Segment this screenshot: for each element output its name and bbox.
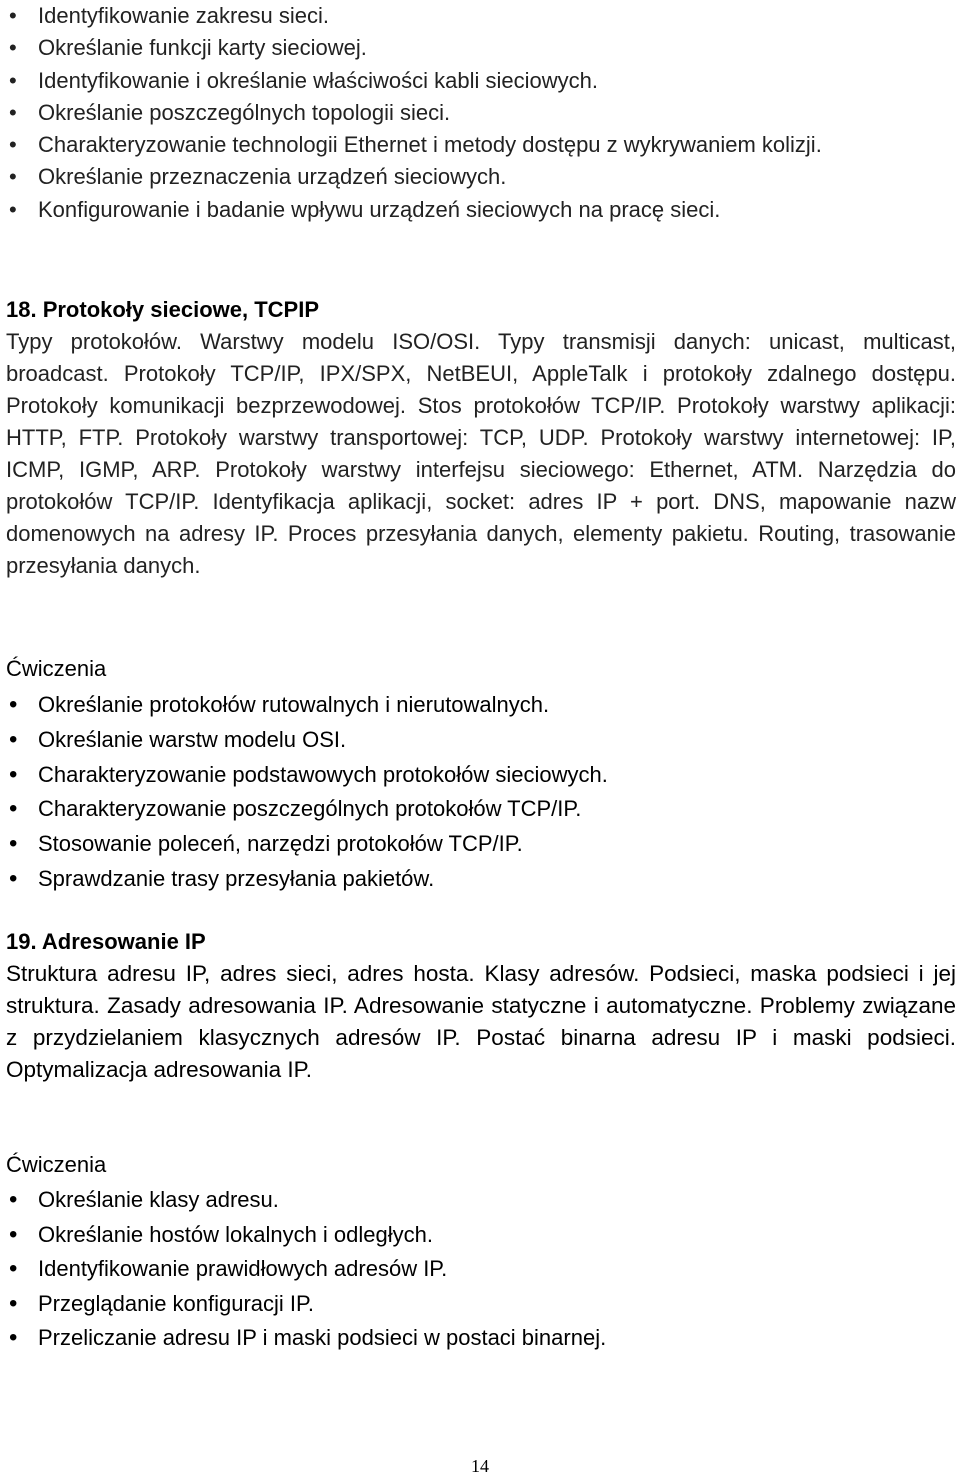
section-19-exercises-title: Ćwiczenia: [6, 1152, 107, 1177]
list-item: • Identyfikowanie prawidłowych adresów IP.: [6, 1252, 956, 1287]
exercise-list-17: [6, 0, 956, 226]
section-19-exercise-list: [6, 1183, 956, 1356]
list-item: • Konfigurowanie i badanie wpływu urządzeń sieciowych na pracę sieci.: [6, 194, 956, 226]
list-item: • Stosowanie poleceń, narzędzi protokołów TCP/IP.: [6, 827, 956, 862]
list-item: • Określanie warstw modelu OSI.: [6, 723, 956, 758]
list-item: • Charakteryzowanie podstawowych protokołów sieciowych.: [6, 758, 956, 793]
list-item: • Określanie funkcji karty sieciowej.: [6, 32, 956, 64]
section-19-text: Struktura adresu IP, adres sieci, adres hosta. Klasy adresów. Podsieci, maska podsieci i jej struktura. Zasady adresowania IP. Adresowanie statyczne i automatyczne. Problemy związane z przydzielaniem klasycznych adresów IP. Postać binarna adresu IP i maski podsieci. Optymalizacja adresowania IP.: [6, 961, 956, 1082]
list-item: • Przeliczanie adresu IP i maski podsieci w postaci binarnej.: [6, 1321, 956, 1356]
list-item: • Charakteryzowanie technologii Ethernet i metody dostępu z wykrywaniem kolizji.: [6, 129, 956, 161]
list-item: • Określanie przeznaczenia urządzeń sieciowych.: [6, 161, 956, 193]
list-item: • Przeglądanie konfiguracji IP.: [6, 1287, 956, 1322]
list-item: • Określanie protokołów rutowalnych i nierutowalnych.: [6, 688, 956, 723]
section-18-text: Typy protokołów. Warstwy modelu ISO/OSI. Typy transmisji danych: unicast, multicast, broadcast. Protokoły TCP/IP, IPX/SPX, NetBEUI, AppleTalk i protokoły zdalnego dostępu. Protokoły komunikacji bezprzewodowej. Stos protokołów TCP/IP. Protokoły warstwy aplikacji: HTTP, FTP. Protokoły warstwy transportowej: TCP, UDP. Protokoły warstwy internetowej: IP, ICMP, IGMP, ARP. Protokoły warstwy interfejsu sieciowego: Ethernet, ATM. Narzędzia do protokołów TCP/IP. Identyfikacja aplikacji, socket: adres IP + port. DNS, mapowanie nazw domenowych na adresy IP. Proces przesyłania danych, elementy pakietu. Routing, trasowanie przesyłania danych.: [6, 329, 956, 578]
page-number: 14: [471, 1456, 489, 1476]
list-item: • Charakteryzowanie poszczególnych protokołów TCP/IP.: [6, 792, 956, 827]
list-item: • Określanie klasy adresu.: [6, 1183, 956, 1218]
section-19-heading: 19. Adresowanie IP: [6, 929, 206, 954]
list-item: • Określanie poszczególnych topologii sieci.: [6, 97, 956, 129]
list-item: • Sprawdzanie trasy przesyłania pakietów.: [6, 862, 956, 897]
section-18-body: [6, 326, 956, 582]
section-18-exercise-list: [6, 688, 956, 897]
list-item: • Identyfikowanie zakresu sieci.: [6, 0, 956, 32]
section-18-heading: 18. Protokoły sieciowe, TCPIP: [6, 297, 319, 322]
section-19-body: [6, 958, 956, 1086]
list-item: • Określanie hostów lokalnych i odległych.: [6, 1218, 956, 1253]
section-18-exercises-title: Ćwiczenia: [6, 656, 107, 681]
list-item: • Identyfikowanie i określanie właściwości kabli sieciowych.: [6, 65, 956, 97]
